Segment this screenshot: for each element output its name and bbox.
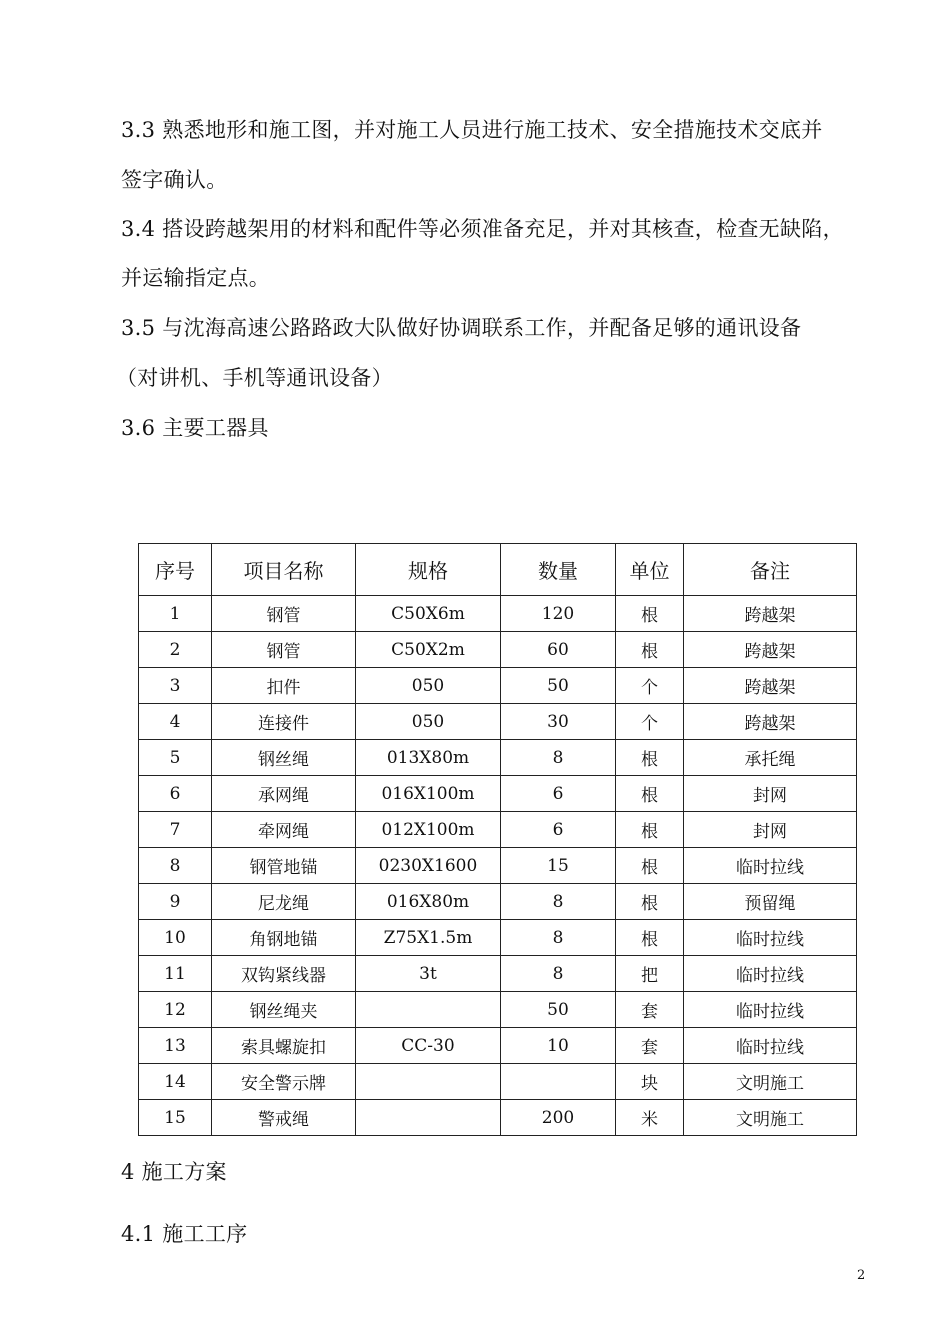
cell-unit: 套 [616,992,684,1028]
cell-remark: 临时拉线 [684,848,857,884]
cell-unit: 个 [616,704,684,740]
cell-quantity: 8 [501,740,616,776]
cell-quantity: 8 [501,920,616,956]
table-row [139,920,857,956]
section-4-1-heading: 4.1 施工工序 [121,1222,248,1246]
cell-index: 6 [139,776,212,812]
cell-unit: 根 [616,884,684,920]
cell-quantity: 15 [501,848,616,884]
header-remark: 备注 [684,544,857,596]
cell-unit: 根 [616,812,684,848]
cell-unit: 根 [616,776,684,812]
cell-index: 14 [139,1064,212,1100]
cell-index: 5 [139,740,212,776]
table-row [139,776,857,812]
cell-quantity: 30 [501,704,616,740]
paragraph-3-3: 3.3 熟悉地形和施工图，并对施工人员进行施工技术、安全措施技术交底并 [121,118,823,142]
table-row [139,668,857,704]
cell-unit: 把 [616,956,684,992]
cell-item-name: 角钢地锚 [212,920,356,956]
cell-unit: 根 [616,632,684,668]
cell-item-name: 牵网绳 [212,812,356,848]
table-row [139,1028,857,1064]
cell-remark: 跨越架 [684,596,857,632]
cell-index: 13 [139,1028,212,1064]
cell-unit: 套 [616,1028,684,1064]
cell-item-name: 承网绳 [212,776,356,812]
table-row [139,812,857,848]
cell-unit: 根 [616,920,684,956]
cell-unit: 个 [616,668,684,704]
table-row [139,992,857,1028]
cell-spec: Z75X1.5m [356,920,501,956]
page-number: 2 [857,1268,866,1283]
cell-spec: 050 [356,668,501,704]
header-index: 序号 [139,544,212,596]
cell-quantity: 50 [501,668,616,704]
cell-remark: 文明施工 [684,1100,857,1136]
paragraph-3-4-cont: 并运输指定点。 [121,266,271,290]
cell-spec: 0230X1600 [356,848,501,884]
cell-item-name: 连接件 [212,704,356,740]
cell-remark: 封网 [684,812,857,848]
table-row [139,1100,857,1136]
cell-quantity: 50 [501,992,616,1028]
table-header-row [139,544,857,596]
cell-index: 12 [139,992,212,1028]
cell-remark: 跨越架 [684,704,857,740]
cell-item-name: 钢管 [212,632,356,668]
cell-item-name: 尼龙绳 [212,884,356,920]
cell-remark: 预留绳 [684,884,857,920]
table-row [139,884,857,920]
cell-item-name: 索具螺旋扣 [212,1028,356,1064]
table-row [139,704,857,740]
cell-unit: 根 [616,740,684,776]
cell-item-name: 双钩紧线器 [212,956,356,992]
header-unit: 单位 [616,544,684,596]
cell-index: 10 [139,920,212,956]
cell-remark: 承托绳 [684,740,857,776]
cell-spec: 016X100m [356,776,501,812]
cell-spec: 050 [356,704,501,740]
cell-item-name: 钢管地锚 [212,848,356,884]
cell-unit: 根 [616,848,684,884]
cell-spec: 3t [356,956,501,992]
cell-remark: 封网 [684,776,857,812]
cell-unit: 根 [616,596,684,632]
table-row [139,848,857,884]
cell-spec: 012X100m [356,812,501,848]
cell-spec: CC-30 [356,1028,501,1064]
cell-index: 7 [139,812,212,848]
paragraph-3-5-cont: （对讲机、手机等通讯设备） [116,366,393,390]
paragraph-3-4: 3.4 搭设跨越架用的材料和配件等必须准备充足，并对其核查，检查无缺陷， [121,217,844,241]
table-row [139,596,857,632]
table-row [139,632,857,668]
cell-quantity: 6 [501,776,616,812]
cell-index: 11 [139,956,212,992]
cell-index: 9 [139,884,212,920]
paragraph-3-5: 3.5 与沈海高速公路路政大队做好协调联系工作，并配备足够的通讯设备 [121,316,802,340]
cell-index: 4 [139,704,212,740]
cell-item-name: 钢丝绳 [212,740,356,776]
tools-table [138,543,857,1136]
cell-quantity: 60 [501,632,616,668]
cell-spec [356,1064,501,1100]
cell-spec: 013X80m [356,740,501,776]
cell-spec: 016X80m [356,884,501,920]
section-4-heading: 4 施工方案 [121,1160,227,1184]
header-quantity: 数量 [501,544,616,596]
cell-unit: 块 [616,1064,684,1100]
cell-index: 2 [139,632,212,668]
cell-remark: 跨越架 [684,668,857,704]
header-spec: 规格 [356,544,501,596]
paragraph-3-3-cont: 签字确认。 [121,168,228,192]
header-item-name: 项目名称 [212,544,356,596]
cell-item-name: 钢管 [212,596,356,632]
cell-item-name: 钢丝绳夹 [212,992,356,1028]
cell-item-name: 扣件 [212,668,356,704]
cell-quantity: 8 [501,956,616,992]
cell-remark: 临时拉线 [684,920,857,956]
cell-item-name: 警戒绳 [212,1100,356,1136]
cell-spec: C50X2m [356,632,501,668]
cell-spec [356,992,501,1028]
cell-quantity: 200 [501,1100,616,1136]
cell-remark: 文明施工 [684,1064,857,1100]
cell-remark: 临时拉线 [684,1028,857,1064]
table-row [139,956,857,992]
cell-remark: 跨越架 [684,632,857,668]
cell-unit: 米 [616,1100,684,1136]
cell-index: 15 [139,1100,212,1136]
cell-item-name: 安全警示牌 [212,1064,356,1100]
cell-quantity: 120 [501,596,616,632]
table-row [139,740,857,776]
cell-quantity: 10 [501,1028,616,1064]
cell-remark: 临时拉线 [684,992,857,1028]
table-row [139,1064,857,1100]
cell-quantity: 6 [501,812,616,848]
cell-quantity [501,1064,616,1100]
cell-spec: C50X6m [356,596,501,632]
section-3-6-heading: 3.6 主要工器具 [121,416,269,440]
cell-spec [356,1100,501,1136]
cell-index: 1 [139,596,212,632]
cell-quantity: 8 [501,884,616,920]
cell-index: 8 [139,848,212,884]
cell-remark: 临时拉线 [684,956,857,992]
cell-index: 3 [139,668,212,704]
